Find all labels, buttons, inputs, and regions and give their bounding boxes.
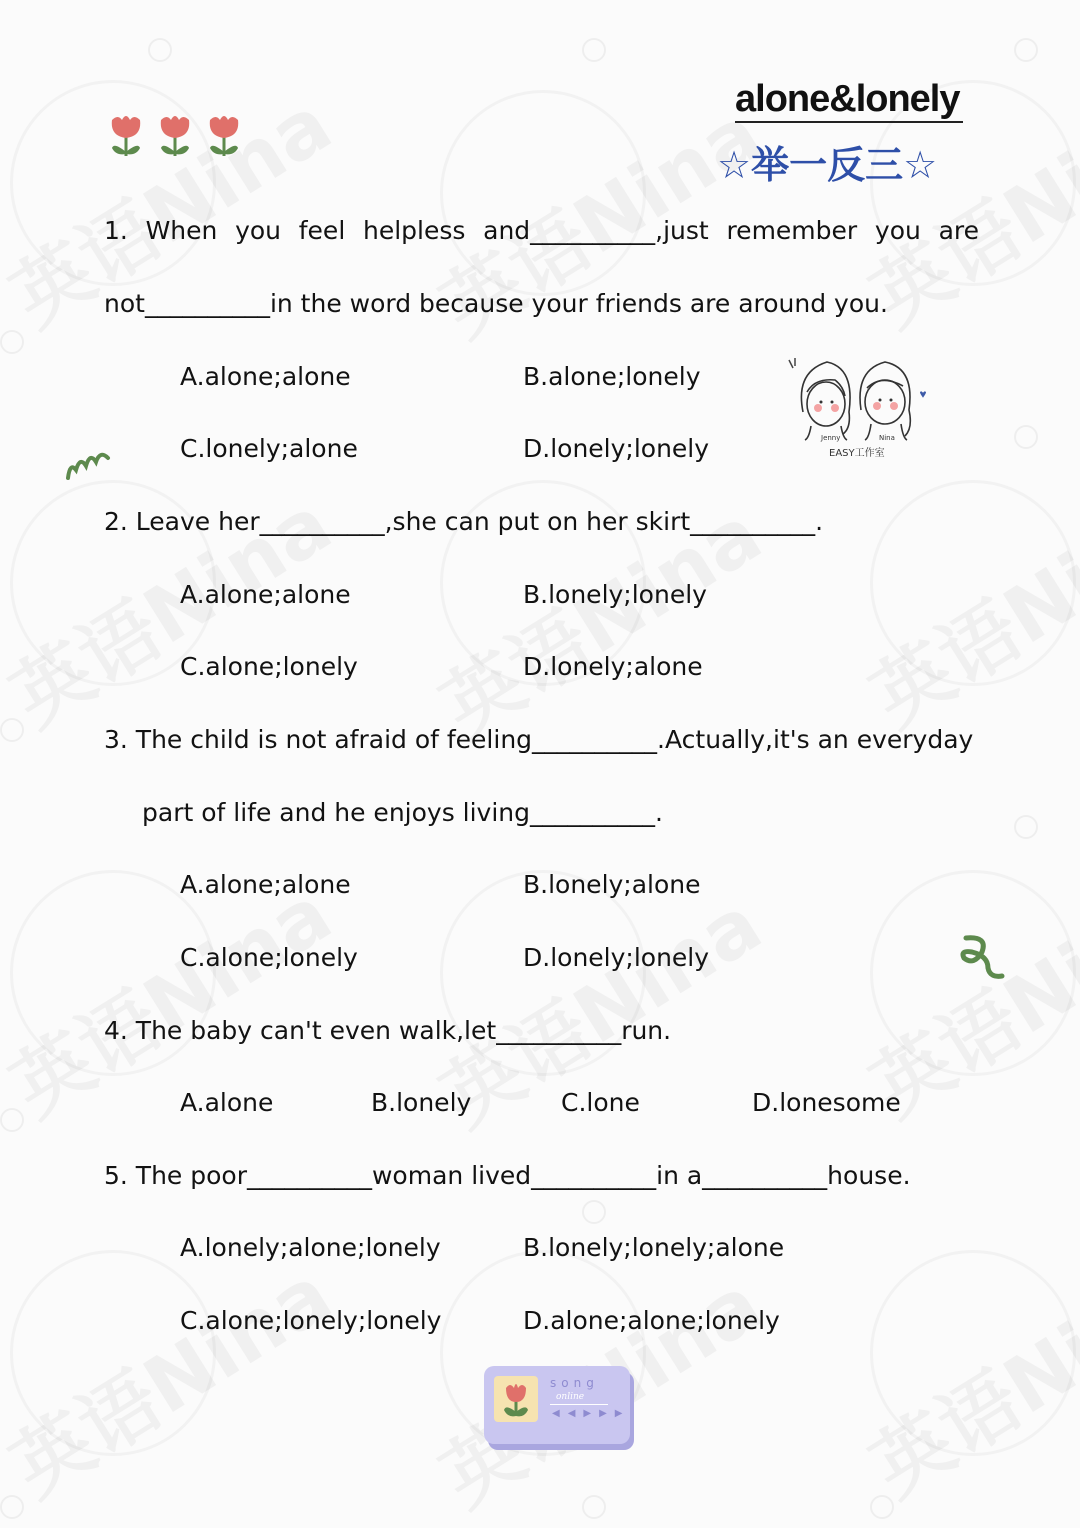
q1-word: When (145, 216, 218, 245)
watermark-ring (870, 480, 1076, 686)
watermark-text (847, 1234, 1080, 1518)
option-b[interactable]: B.lonely;alone (523, 870, 701, 899)
tulip-icon (161, 116, 189, 156)
decor-dot (1014, 815, 1038, 839)
previous-icon: ◀◀ (552, 1408, 584, 1419)
tulip-icon (494, 1376, 538, 1422)
decor-dot (148, 38, 172, 62)
squiggle-icon (64, 444, 112, 482)
studio-label: EASY工作室 (829, 448, 885, 459)
option-d[interactable]: D.lonely;alone (523, 652, 703, 681)
decor-dot (0, 718, 24, 742)
question-3-line-1: 3. The child is not afraid of feeling__________.Actually,it's an everyday (104, 725, 974, 754)
tulip-icon (210, 116, 238, 156)
play-icon: ▶ (583, 1408, 600, 1419)
watermark-text (0, 1234, 349, 1518)
option-c[interactable]: C.lone (561, 1088, 640, 1117)
watermark-ring (440, 90, 646, 296)
option-c[interactable]: C.alone;lonely;lonely (180, 1306, 442, 1335)
player-progress-line (550, 1404, 608, 1405)
option-c[interactable]: C.alone;lonely (180, 943, 358, 972)
tulip-icon (112, 116, 140, 156)
q1-word: feel (298, 216, 346, 245)
watermark-ring (10, 870, 216, 1076)
player-artwork (494, 1376, 538, 1422)
q1-word: helpless (362, 216, 466, 245)
decor-dot (0, 330, 24, 354)
watermark-ring (870, 1250, 1076, 1456)
question-1-line-1 (104, 216, 979, 245)
q1-word: you (235, 216, 282, 245)
option-c[interactable]: C.lonely;alone (180, 434, 358, 463)
question-2-line-1: 2. Leave her__________,she can put on her skirt__________. (104, 507, 824, 536)
decor-dot (582, 38, 606, 62)
music-player-sticker (484, 1366, 630, 1444)
option-a[interactable]: A.lonely;alone;lonely (180, 1233, 441, 1262)
question-4-line-1: 4. The baby can't even walk,let__________run. (104, 1016, 672, 1045)
decor-dot (0, 1108, 24, 1132)
decor-dot (582, 1200, 606, 1224)
option-a[interactable]: A.alone;alone (180, 362, 351, 391)
player-label: song (550, 1376, 599, 1390)
page-subtitle: ☆举一反三☆ (717, 143, 938, 187)
player-controls (552, 1408, 630, 1419)
q1-word: remember (726, 216, 858, 245)
option-a[interactable]: A.alone;alone (180, 580, 351, 609)
option-b[interactable]: B.lonely;lonely;alone (523, 1233, 785, 1262)
title-underline (735, 121, 963, 123)
next-icon: ▶▶ (599, 1408, 631, 1419)
option-d[interactable]: D.lonesome (752, 1088, 901, 1117)
curl-icon (958, 932, 1008, 984)
name-label-right: Nina (879, 434, 895, 442)
option-a[interactable]: A.alone (180, 1088, 274, 1117)
option-d[interactable]: D.lonely;lonely (523, 434, 710, 463)
watermark-ring (440, 870, 646, 1076)
girls-illustration (785, 352, 935, 462)
decor-dot (582, 1495, 606, 1519)
watermark-text (847, 464, 1080, 748)
name-label-left: Jenny (821, 434, 841, 442)
question-1-line-2: not__________in the word because your friends are around you. (104, 289, 888, 318)
option-b[interactable]: B.lonely (371, 1088, 472, 1117)
q1-word: 1. (104, 216, 128, 245)
watermark-ring (10, 80, 216, 286)
option-b[interactable]: B.lonely;lonely (523, 580, 707, 609)
page-title: alone&lonely (735, 78, 960, 120)
watermark-ring (10, 1250, 216, 1456)
option-a[interactable]: A.alone;alone (180, 870, 351, 899)
q1-word: are (938, 216, 979, 245)
player-sublabel: online (556, 1392, 585, 1402)
decor-dot (1014, 425, 1038, 449)
tulip-icons (108, 112, 248, 160)
option-c[interactable]: C.alone;lonely (180, 652, 358, 681)
decor-dot (870, 1495, 894, 1519)
option-d[interactable]: D.alone;alone;lonely (523, 1306, 780, 1335)
decor-dot (1014, 38, 1038, 62)
decor-dot (0, 1495, 24, 1519)
q1-word: and__________,just (483, 216, 709, 245)
question-5-line-1: 5. The poor__________woman lived__________in a__________house. (104, 1161, 911, 1190)
q1-word: you (874, 216, 921, 245)
question-3-line-2: part of life and he enjoys living__________. (142, 798, 663, 827)
option-b[interactable]: B.alone;lonely (523, 362, 701, 391)
option-d[interactable]: D.lonely;lonely (523, 943, 710, 972)
